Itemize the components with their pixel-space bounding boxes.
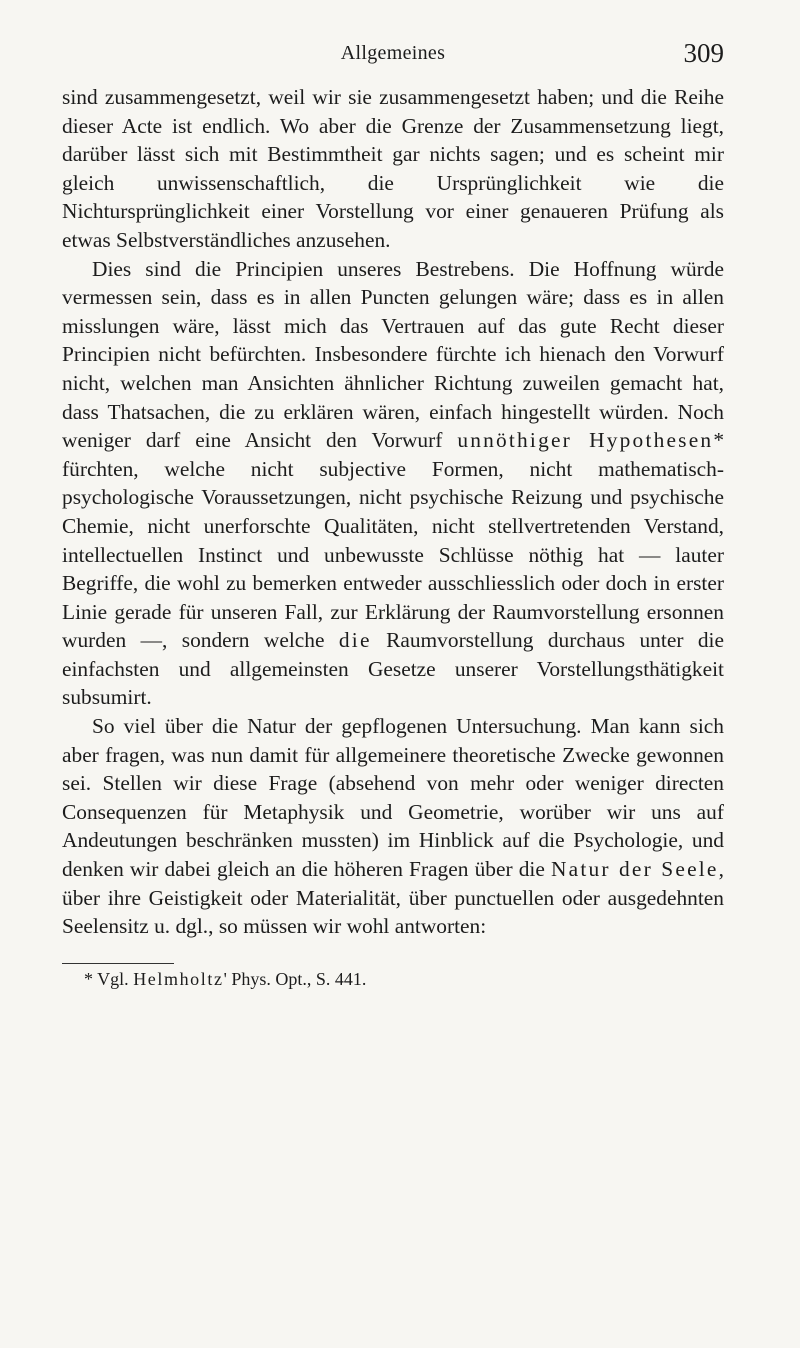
footnote: * Vgl. Helmholtz' Phys. Opt., S. 441. (84, 969, 367, 989)
body-text (62, 83, 724, 941)
emphasis-die: die (338, 628, 372, 653)
emphasis-hypothesen: unnöthiger Hypothesen (457, 428, 714, 453)
running-head: Allgemeines (340, 42, 446, 64)
paragraph-3: So viel über die Natur der gepflogenen Untersuchung. Man kann sich aber fragen, was nun damit für allgemeinere theoretische Zwecke gewonnen sei. Stellen wir diese Frage (absehend von mehr oder weniger directen Consequenzen für Metaphysik und Geometrie, worüber wir uns auf Andeutungen beschränken mussten) im Hinblick auf die Psychologie, und denken wir dabei gleich an die höheren Fragen über die Natur der Seele, über ihre Geistigkeit oder Materialität, über punctuellen oder ausgedehnten Seelensitz u. dgl., so müssen wir wohl antworten: (62, 714, 724, 939)
emphasis-natur-der-seele: Natur der Seele (551, 857, 719, 882)
page-header (62, 36, 724, 76)
paragraph-1: sind zusammengesetzt, weil wir sie zusammengesetzt haben; und die Reihe dieser Acte ist endlich. Wo aber die Grenze der Zusammensetzung liegt, darüber lässt sich mit Bestimmtheit gar nichts sagen; und es scheint mir gleich unwissenschaftlich, die Ursprünglichkeit wie die Nichtursprünglichkeit einer Vorstellung vor einer genaueren Prüfung als etwas Selbstverständliches anzusehen. (62, 85, 724, 252)
paragraph-2: Dies sind die Principien unseres Bestrebens. Die Hoffnung würde vermessen sein, dass es in allen Puncten gelungen wäre; dass es in allen misslungen wäre, lässt mich das Vertrauen auf das gute Recht dieser Principien nicht befürchten. Insbesondere fürchte ich hienach den Vorwurf nicht, welchen man Ansichten ähnlicher Richtung zuweilen gemacht hat, dass Thatsachen, die zu erklären wären, einfach hingestellt würden. Noch weniger darf eine Ansicht den Vorwurf unnöthiger Hypothesen* fürchten, welche nicht subjective Formen, nicht mathematisch-psychologische Voraussetzungen, nicht psychische Reizung und psychische Chemie, nicht unerforschte Qualitäten, nicht stellvertretenden Verstand, intellectuellen Instinct und unbewusste Schlüsse nöthig hat — lauter Begriffe, die wohl zu bemerken entweder ausschliesslich oder doch in erster Linie gerade für unseren Fall, zur Erklärung der Raumvorstellung ersonnen wurden —, sondern welche die Raumvorstellung durchaus unter die einfachsten und allgemeinsten Gesetze unserer Vorstellungsthätigkeit subsumirt. (62, 256, 725, 710)
page-number: 309 (683, 38, 724, 68)
footnote-author: Helmholtz (133, 969, 224, 989)
footnote-rule (62, 963, 174, 964)
